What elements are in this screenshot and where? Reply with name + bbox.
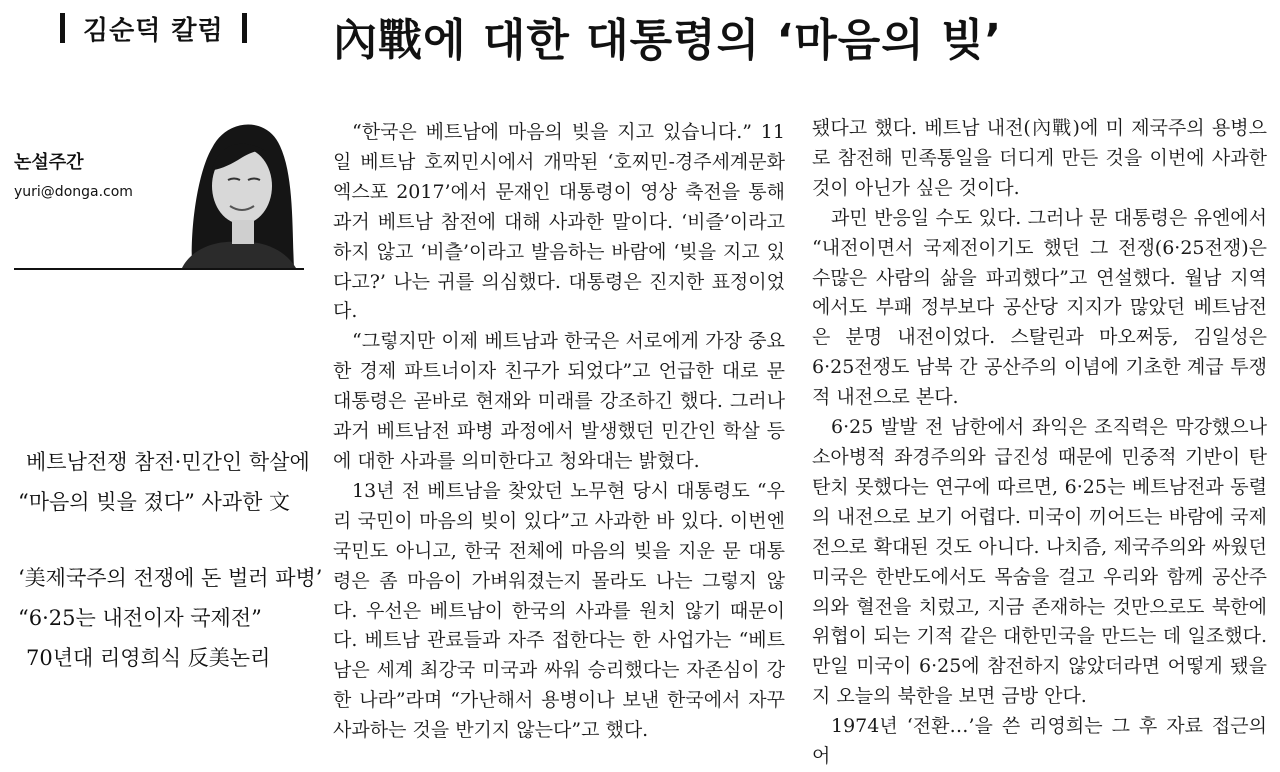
- paragraph: 됐다고 했다. 베트남 내전(內戰)에 미 제국주의 용병으로 참전해 민족통일을 더디게 만든 것을 이번에 사과한 것이 아닌가 싶은 것이다.: [812, 117, 1267, 199]
- paragraph: “그렇지만 이제 베트남과 한국은 서로에게 가장 중요한 경제 파트너이자 친구가 되었다”고 언급한 대로 문 대통령은 곧바로 현재와 미래를 강조하긴 했다. 그러나 과거 베트남전 파병 과정에서 발생했던 민간인 학살 등에 대한 사과를 의미한다고 청와대는 밝혔다.: [333, 330, 785, 472]
- sidebar: [0, 90, 323, 723]
- headline: 內戰에 대한 대통령의 ‘마음의 빚’: [333, 15, 1003, 66]
- pullquote-line: 70년대 리영희식 反美논리: [26, 646, 271, 670]
- pullquote-line: “6·25는 내전이자 국제전”: [18, 606, 262, 630]
- right-bar: [242, 13, 247, 43]
- pullquote-line: ‘美제국주의 전쟁에 돈 벌러 파병’: [18, 566, 323, 590]
- pullquote-line: “마음의 빚을 졌다” 사과한 文: [18, 490, 291, 514]
- left-bar: [60, 13, 65, 43]
- author-photo: [172, 108, 304, 268]
- author-role: 논설주간: [14, 152, 84, 173]
- paragraph: “한국은 베트남에 마음의 빚을 지고 있습니다.” 11일 베트남 호찌민시에서 개막된 ‘호찌민-경주세계문화엑스포 2017’에서 문재인 대통령이 영상 축전을 통해 과거 베트남 참전에 대해 사과한 말이다. ‘비즐’이라고 하지 않고 ‘비츨’이라고 발음하는 바람에 ‘빚을 지고 있다고?’ 나는 귀를 의심했다. 대통령은 진지한 표정이었다.: [333, 121, 785, 323]
- body-column-1: [333, 118, 785, 746]
- column-tag: [60, 8, 247, 48]
- paragraph: 1974년 ‘전환…’을 쓴 리영희는 그 후 자료 접근의 어: [812, 715, 1267, 768]
- paragraph: 13년 전 베트남을 찾았던 노무현 당시 대통령도 “우리 국민이 마음의 빚이 있다”고 사과한 바 있다. 이번엔 국민도 아니고, 한국 전체에 마음의 빚을 지운 문 대통령은 좀 마음이 가벼워졌는지 몰라도 나는 그렇지 않다. 우선은 베트남이 한국의 사과를 원치 않기 때문이다. 베트남 관료들과 자주 접한다는 한 사업가는 “베트남은 세계 최강국 미국과 싸워 승리했다는 자존심이 강한 나라”라며 “가난해서 용병이나 보낸 한국에서 자꾸 사과하는 것을 반기지 않는다”고 했다.: [333, 479, 785, 742]
- body-column-2: [812, 114, 1267, 772]
- author-email: yuri@donga.com: [14, 184, 133, 200]
- pullquote-line: 베트남전쟁 참전·민간인 학살에: [26, 450, 310, 474]
- column-header: [0, 0, 1280, 80]
- pullquote-1: [18, 442, 308, 522]
- paragraph: 6·25 발발 전 남한에서 좌익은 조직력은 막강했으나 소아병적 좌경주의와 급진성 때문에 민중적 기반이 탄탄치 못했다는 연구에 따르면, 6·25는 베트남전과 동렬의 내전으로 보기 어렵다. 미국이 끼어드는 바람에 국제전으로 확대된 것도 아니다. 나치즘, 제국주의와 싸웠던 미국은 한반도에서도 목숨을 걸고 우리와 함께 공산주의와 혈전을 치렀고, 지금 존재하는 것만으로도 북한에 위협이 되는 기적 같은 대한민국을 만드는 데 일조했다. 만일 미국이 6·25에 참전하지 않았더라면 어떻게 됐을지 오늘의 북한을 보면 금방 안다.: [812, 416, 1267, 708]
- column-name: 김순덕 칼럼: [83, 15, 224, 46]
- author-box: [14, 100, 304, 270]
- pullquote-2: [18, 558, 323, 678]
- paragraph: 과민 반응일 수도 있다. 그러나 문 대통령은 유엔에서 “내전이면서 국제전이기도 했던 그 전쟁(6·25전쟁)은 수많은 사람의 삶을 파괴했다”고 연설했다. 월남 지역에서도 부패 정부보다 공산당 지지가 많았던 베트남전은 분명 내전이었다. 스탈린과 마오쩌둥, 김일성은 6·25전쟁도 남북 간 공산주의 이념에 기초한 계급 투쟁적 내전으로 본다.: [812, 206, 1267, 409]
